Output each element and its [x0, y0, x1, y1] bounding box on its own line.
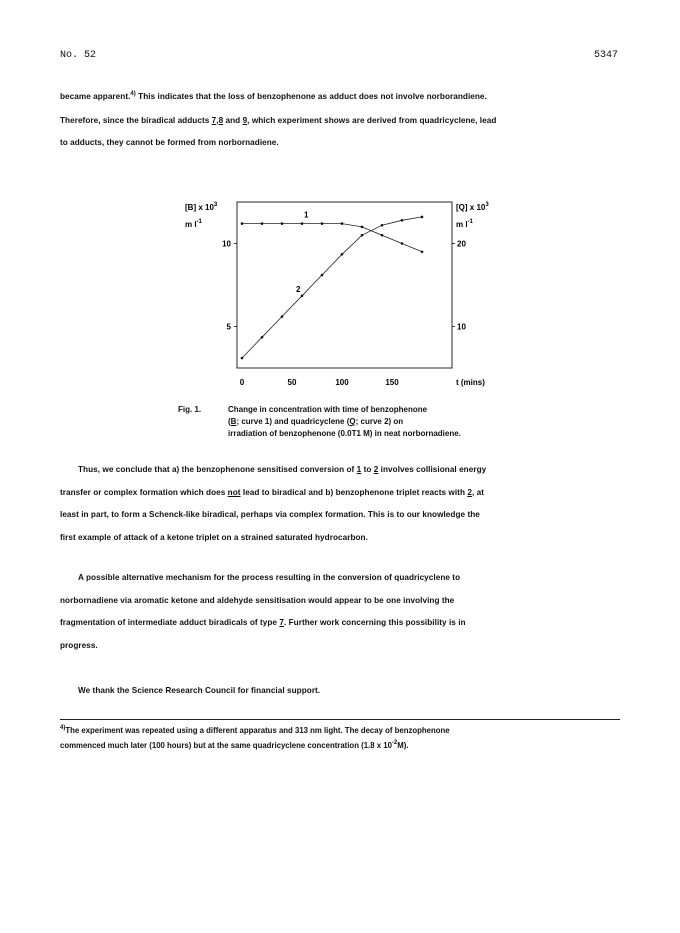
text-run: ; curve 2) on	[355, 417, 404, 426]
series-1-point	[361, 226, 364, 229]
left-tick-label: 10	[222, 239, 231, 249]
series-1-line	[242, 224, 422, 252]
right-axis-unit: m $l^{-1}$	[456, 219, 473, 229]
series-2-point	[321, 274, 324, 277]
para2-line-1	[60, 459, 625, 482]
text-run: to	[361, 465, 374, 474]
para1-line-3: to adducts, they cannot be formed from norbornadiene.	[60, 138, 279, 147]
x-axis-unit: t (mins)	[456, 378, 485, 387]
series-2-point	[361, 234, 364, 237]
text-run: transfer or complex formation which does	[60, 487, 228, 497]
acknowledgement: We thank the Science Research Council for financial support.	[78, 686, 321, 695]
series-2-point	[241, 357, 244, 360]
footnote-line-1	[60, 724, 450, 739]
series-1-point	[241, 222, 244, 225]
series-1-point	[281, 222, 284, 225]
para3-line-3	[60, 612, 625, 635]
series-2-point	[401, 219, 404, 222]
series-2-point	[421, 216, 424, 219]
footnote-line-2	[60, 739, 450, 754]
curve-label-2: 2	[296, 284, 301, 294]
para3-line-2: norbornadiene via aromatic ketone and aldehyde sensitisation would appear to be one involving the	[60, 595, 455, 605]
right-axis-label: [Q] x $10^3$	[456, 202, 489, 212]
footnote-mark: 4)	[60, 725, 66, 731]
footnote	[60, 724, 450, 754]
paragraph-3	[60, 567, 625, 657]
symbol-ref: B	[230, 417, 237, 426]
text-run: This indicates that the loss of benzophenone as adduct does not involve norborandiene.	[135, 92, 487, 101]
text-run: The experiment was repeated using a different apparatus and 313 nm light. The decay of benzophenone	[65, 726, 450, 735]
text-run: Thus, we conclude that a) the benzophenone sensitised conversion of	[78, 465, 357, 474]
para1-line-2	[60, 110, 625, 133]
caption-line-2	[228, 416, 461, 428]
para2-line-2	[60, 482, 625, 505]
paragraph-1	[60, 86, 625, 155]
series-1-point	[301, 222, 304, 225]
text-run: , which experiment shows are derived from quadricyclene, lead	[247, 115, 497, 125]
text-run: . Further work concerning this possibility is in	[283, 618, 466, 627]
para2-line-3: least in part, to form a Schenck-like biradical, perhaps via complex formation. This is to our knowledge the	[60, 510, 480, 519]
para1-line-1	[60, 86, 625, 110]
series-2-line	[242, 217, 422, 358]
para2-line-4: first example of attack of a ketone triplet on a strained saturated hydrocarbon.	[60, 532, 368, 542]
compound-ref: 9	[242, 115, 248, 125]
series-2-point	[341, 253, 344, 256]
para3-line-4: progress.	[60, 640, 98, 650]
compound-ref: 2	[373, 465, 379, 474]
caption-line-1: Change in concentration with time of benzophenone	[228, 405, 428, 414]
para3-line-1: A possible alternative mechanism for the process resulting in the conversion of quadricyclene to	[78, 573, 461, 582]
series-2-point	[261, 336, 264, 339]
text-run: , at	[471, 487, 484, 497]
figure-caption	[228, 404, 461, 440]
series-2-point	[281, 315, 284, 318]
text-run: lead to biradical and b) benzophenone triplet reacts with	[240, 487, 468, 497]
text-run: M).	[397, 741, 409, 750]
series-1-point	[401, 242, 404, 245]
compound-ref: 7	[279, 618, 284, 627]
x-tick-label: 50	[287, 378, 297, 387]
left-tick-label: 5	[226, 322, 231, 332]
x-tick-label: 100	[335, 378, 349, 387]
exponent: -2	[391, 740, 398, 746]
right-tick-label: 20	[457, 239, 466, 249]
emphasis: not	[227, 487, 241, 497]
page-number: 5347	[594, 50, 619, 61]
compound-ref: 1	[356, 465, 362, 474]
text-run: fragmentation of intermediate adduct biradicals of type	[60, 618, 280, 627]
x-tick-label: 0	[239, 378, 245, 387]
paragraph-4	[60, 680, 625, 703]
right-tick-label: 10	[457, 322, 466, 332]
paragraph-2	[60, 459, 625, 549]
chart-dynamic-marks	[222, 211, 466, 387]
series-1-point	[381, 234, 384, 237]
caption-line-3: irradiation of benzophenone (0.0T1 M) in neat norbornadiene.	[228, 429, 461, 438]
symbol-ref: Q	[349, 417, 356, 426]
text-run: commenced much later (100 hours) but at the same quadricyclene concentration (1.8 x 10	[60, 741, 392, 750]
left-axis-label: [B] x $10^3$	[185, 202, 218, 212]
figure-1-chart	[150, 190, 550, 400]
footnote-ref: 4)	[130, 91, 136, 97]
text-run: involves collisional energy	[378, 465, 487, 474]
text-run: became apparent.	[60, 92, 131, 101]
left-axis-unit: m $l^{-1}$	[185, 219, 202, 229]
compound-ref: 8	[218, 115, 224, 125]
plot-frame	[237, 202, 452, 368]
series-2-point	[301, 294, 304, 297]
x-tick-label: 150	[385, 378, 399, 387]
text-run: ; curve 1) and quadricyclene (	[236, 417, 350, 426]
text-run: Therefore, since the biradical adducts	[60, 115, 212, 125]
page-journal-number: No. 52	[60, 50, 97, 61]
compound-ref: 2	[467, 487, 472, 497]
curve-label-1: 1	[304, 210, 309, 220]
compound-ref: 7	[211, 115, 217, 125]
figure-label: Fig. 1.	[178, 405, 202, 414]
text-run: and	[223, 115, 243, 125]
series-1-point	[341, 222, 344, 225]
series-1-point	[421, 251, 424, 254]
series-1-point	[321, 222, 324, 225]
footnote-divider	[60, 719, 620, 720]
text-run: ,	[216, 115, 219, 125]
series-1-point	[261, 222, 264, 225]
text-run: (	[228, 417, 231, 426]
series-2-point	[381, 224, 384, 227]
